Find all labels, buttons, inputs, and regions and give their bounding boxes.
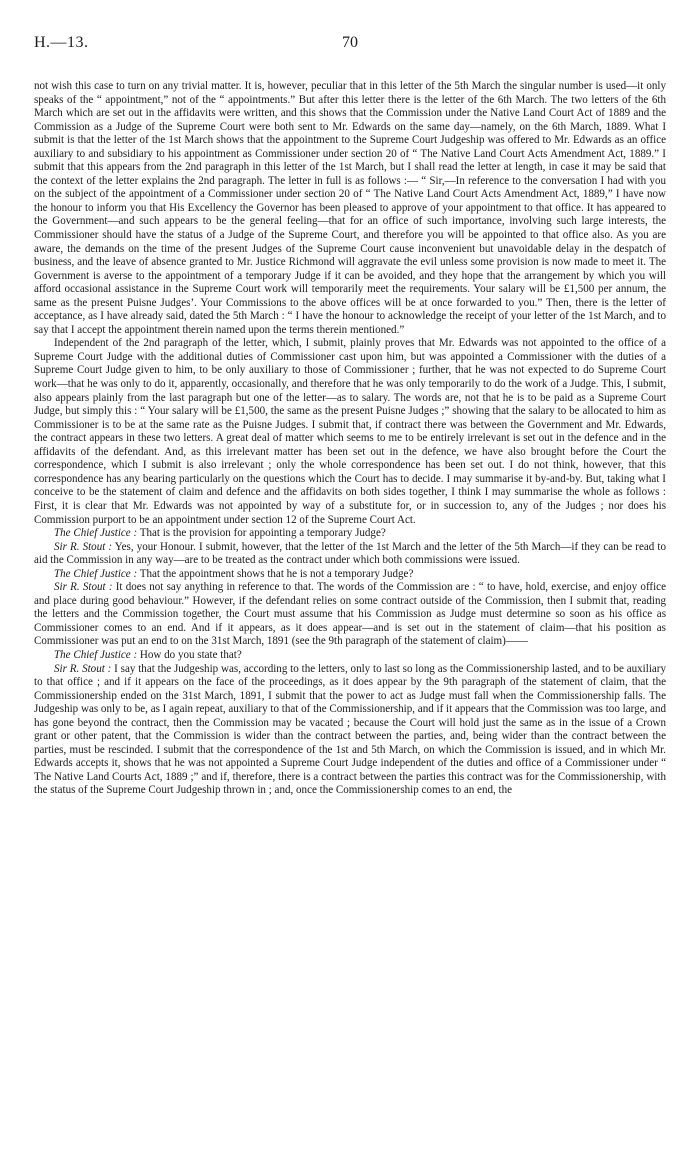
speech-paragraph [34, 581, 666, 649]
speaker-name: Sir R. Stout : [54, 662, 112, 675]
speech-text: I say that the Judgeship was, according to the letters, only to last so long as the Commissionership lasted, and to be auxiliary to that office ; and if it appears on the face of the proceedings, as it does appear by the 9th paragraph of the statement of claim, that the Commissionership ended on the 31st March, 1891, I submit that the power to act as Judge must fall when the Commissionership falls. The Judgeship was only to be, as I again repeat, auxiliary to that of the Commissionership, and if it appears that the Commission was too large, and has gone beyond the contract, then the Commission may be vacated ; because the Court will hold just the same as in the issue of a Crown grant or other patent, that the Commission is wider than the contract between the parties, and, being wider than the contract between the parties, must be rescinded. I submit that the correspondence of the 1st and 5th March, on which the Commission is issued, and in which Mr. Edwards accepts it, shows that he was not appointed a Supreme Court Judge independent of the duties and office of a Commissioner under “ The Native Land Courts Act, 1889 ;” and if, therefore, there is a contract between the parties this contract was for the Commissionership, with the status of the Supreme Court Judgeship thrown in ; and, once the Commissionership comes to an end, the [34, 662, 666, 797]
speaker-name: The Chief Justice : [54, 527, 138, 540]
paragraph-text: not wish this case to turn on any trivial matter. It is, however, peculiar that in this letter of the 5th March the singular number is used—it only speaks of the “ appointment,” not of the “ appointments.” But after this letter there is the letter of the 6th March. The two letters of the 6th March which are set out in the affidavits were written, and this shows that the Commission under the Native Land Court Act of 1889 and the Commission as a Judge of the Supreme Court were both sent to Mr. Edwards on the same day—namely, on the 6th March, 1889. What I submit is that the letter of the 1st March shows that the appointment to the Supreme Court Judgeship was offered to Mr. Edwards as an office auxiliary to and subsidiary to his appointment as Commissioner under section 20 of “ The Native Land Court Acts Amendment Act, 1889.” I submit that this appears from the 2nd paragraph in this letter of the 1st March, but I shall read the letter at length, in case it may be said that the context of the letter explains the 2nd paragraph. The letter in full is as follows :— “ Sir,—In reference to the conversation I had with you on the subject of the appointment of a Commissioner under section 20 of “ The Native Land Court Acts Amendment Act, 1889,” I have now the honour to inform you that His Excellency the Governor has been pleased to approve of your appointment to that office. It has appeared to the Government—and such appears to be the general feeling—that for an office of such importance, involving such large interests, the Commissioner should have the status of a Judge of the Supreme Court, and therefore you will be appointed to that office also. As you are aware, the demands on the time of the present Judges of the Supreme Court cause inconvenient but unavoidable delay in the despatch of business, and the leave of absence granted to Mr. Justice Richmond will aggravate the evil unless some provision is now made to meet it. The Government is averse to the appointment of a temporary Judge if it can be avoided, and they hope that the arrangement by which you will afford occasional assistance in the Supreme Court work will temporarily meet the requirements. Your salary will be £1,500 per annum, the same as the present Puisne Judges’. Your Commissions to the above offices will be at once forwarded to you.” Then, there is the letter of acceptance, as I have already said, dated the 5th March : “ I have the honour to acknowledge the receipt of your letter of the 1st March, and to say that I accept the appointment therein named upon the terms therein mentioned.” [34, 80, 666, 336]
page-header [34, 34, 666, 58]
speaker-name: Sir R. Stout : [54, 581, 113, 594]
page-body [34, 80, 666, 798]
speech-paragraph [34, 527, 666, 541]
speech-paragraph [34, 649, 666, 663]
speech-paragraph [34, 541, 666, 568]
page-number: 70 [342, 34, 358, 51]
paragraph-text: Independent of the 2nd paragraph of the letter, which, I submit, plainly proves that Mr. Edwards was not appointed to the office of a Supreme Court Judge with the additional duties of Commissioner cast upon him, but was appointed a Commissioner with the duties of a Supreme Court Judge given to him, to be only auxiliary to those of Commissioner ; further, that he was not expected to do Supreme Court work—that he was only to do it, apparently, occasionally, and therefore that he was only temporarily to do the work of a Judge. This, I submit, also appears plainly from the last paragraph but one of the letter—as to salary. The words are, not that he is to be paid as a Supreme Court Judge, but simply this : “ Your salary will be £1,500, the same as the present Puisne Judges ;” showing that the salary to be allocated to him as Commissioner is to be at the same rate as the Puisne Judges. I submit that, if contract there was between the Government and Mr. Edwards, the contract appears in these two letters. A great deal of matter which seems to me to be entirely irrelevant is set out in the defence and in the affidavits of the defendant. And, as this irrelevant matter has been set out in the defence, we have also brought before the Court the correspondence, which I submit is also irrelevant ; only the whole correspondence has been set out. I do not think, however, that this correspondence has any bearing particularly on the questions which the Court has to decide. I may summarise it by-and-by. But, taking what I conceive to be the statement of claim and defence and the affidavits on both sides together, I think I may summarise the whole as follows : First, it is clear that Mr. Edwards was not appointed by way of a substitute for, or in succession to, any of the Judges ; nor does his Commission purport to be an appointment under section 12 of the Supreme Court Act. [34, 337, 666, 526]
speaker-name: Sir R. Stout : [54, 540, 113, 553]
speech-text: That is the provision for appointing a temporary Judge? [137, 527, 386, 540]
speech-text: How do you state that? [137, 648, 242, 661]
document-reference: H.—13. [34, 34, 89, 51]
speech-text: That the appointment shows that he is not a temporary Judge? [137, 567, 414, 580]
speech-paragraph [34, 663, 666, 798]
speech-text: It does not say anything in reference to that. The words of the Commission are : “ to have, hold, exercise, and enjoy office and place during good behaviour.” However, if the defendant relies on some contract outside of the Commission, then I submit that, reading the letters and the Commission together, the Court must assume that his Commission as Judge must determine so soon as his office as Commissioner comes to an end. And if it appears, as it does appear—and is set out in the statement of claim—that his position as Commissioner was put an end to on the 31st March, 1891 (see the 9th paragraph of the statement of claim)—— [34, 581, 666, 648]
paragraph [34, 80, 666, 337]
speech-text: Yes, your Honour. I submit, however, that the letter of the 1st March and the letter of the 5th March—if they can be read to aid the Commission in any way—are to be treated as the contract under which both commissions were issued. [34, 540, 666, 567]
speech-paragraph [34, 568, 666, 582]
speaker-name: The Chief Justice : [54, 648, 138, 661]
speaker-name: The Chief Justice : [54, 567, 138, 580]
paragraph [34, 337, 666, 527]
